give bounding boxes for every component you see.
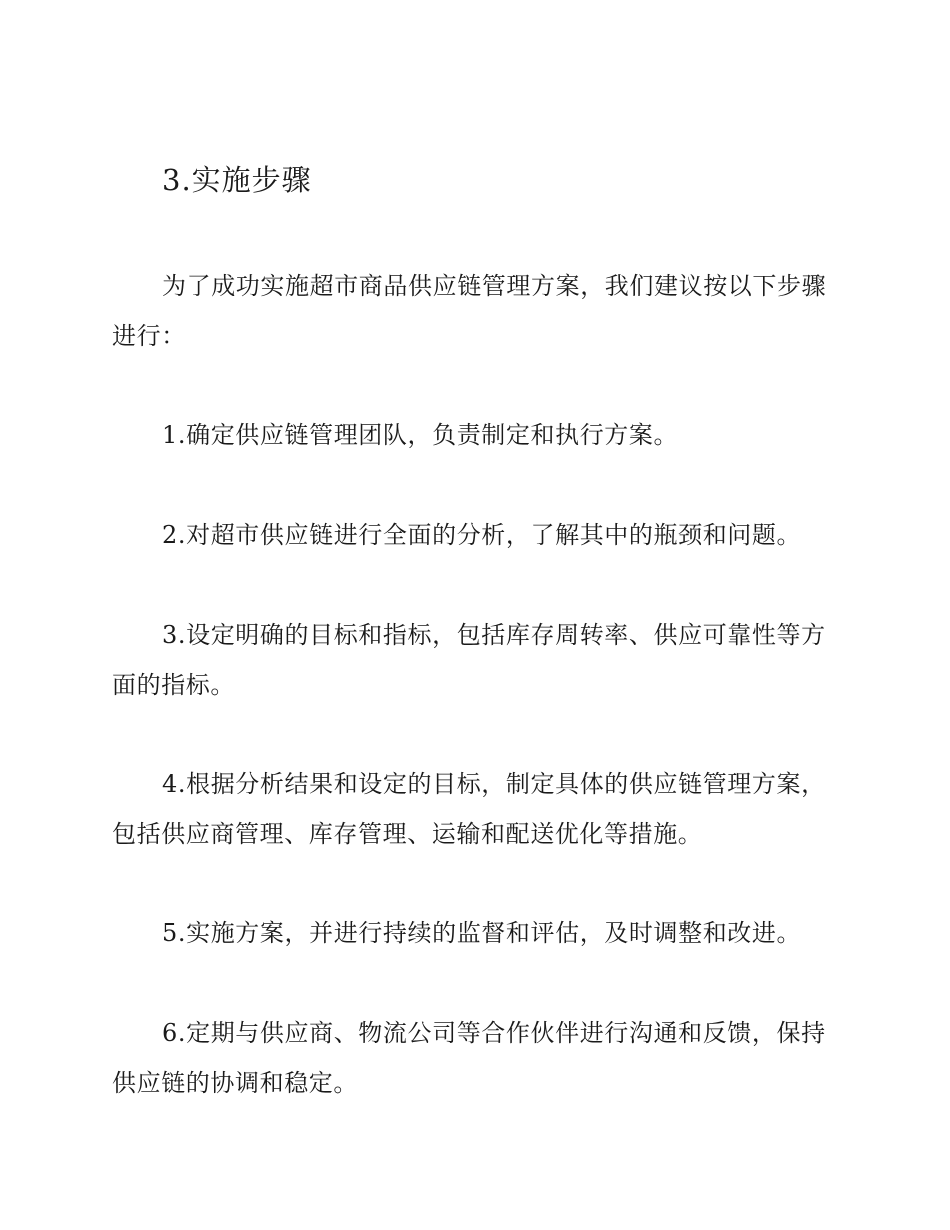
step-paragraph-5: 5.实施方案，并进行持续的监督和评估，及时调整和改进。 <box>162 919 802 947</box>
step-paragraph-6: 6.定期与供应商、物流公司等合作伙伴进行沟通和反馈，保持供应链的协调和稳定。 <box>112 1019 826 1097</box>
step-paragraph-4: 4.根据分析结果和设定的目标，制定具体的供应链管理方案，包括供应商管理、库存管理、运输和配送优化等措施。 <box>112 770 826 848</box>
step-paragraph-3: 3.设定明确的目标和指标，包括库存周转率、供应可靠性等方面的指标。 <box>112 621 826 699</box>
intro-paragraph: 为了成功实施超市商品供应链管理方案，我们建议按以下步骤进行： <box>112 272 827 350</box>
step-paragraph-2: 2.对超市供应链进行全面的分析，了解其中的瓶颈和问题。 <box>162 521 802 549</box>
section-heading: 3.实施步骤 <box>162 163 312 197</box>
step-paragraph-1: 1.确定供应链管理团队，负责制定和执行方案。 <box>162 421 679 449</box>
